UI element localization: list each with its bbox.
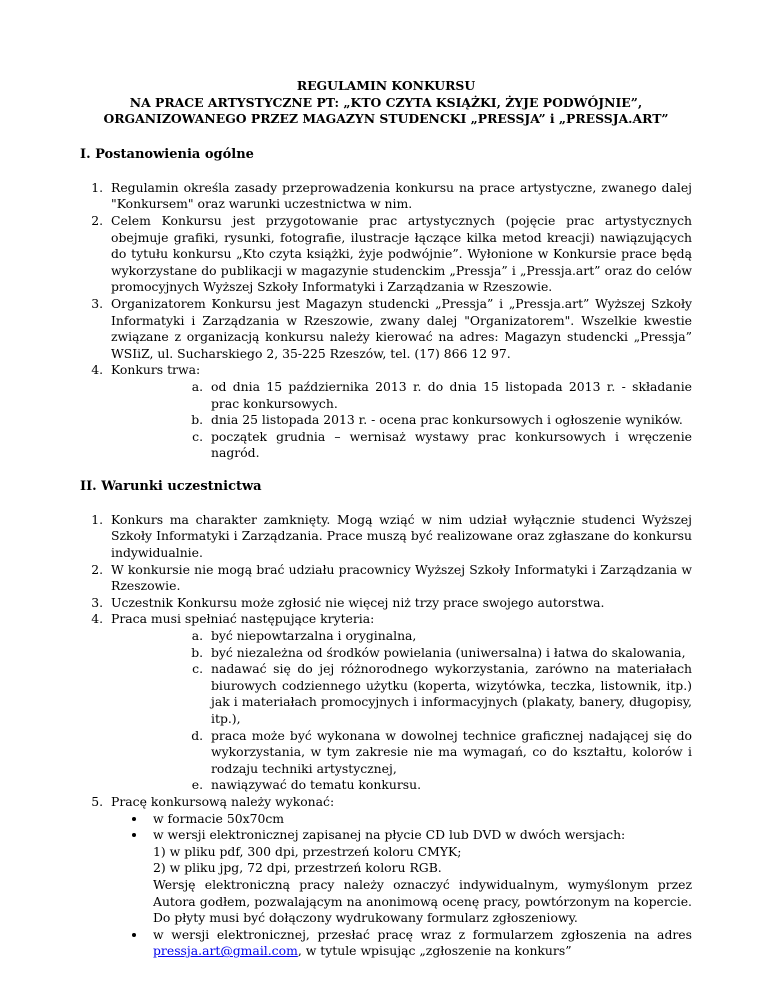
section-2-list [80, 512, 692, 960]
title-line-1: REGULAMIN KONKURSU [296, 78, 476, 93]
sub-list-item: e. nawiązywać do tematu konkursu. [207, 777, 692, 794]
document-page [80, 78, 692, 960]
list-item: 4. Praca musi spełniać następujące kryteria: a. być niepowtarzalna i oryginalna, b. być niezależna od środków powielania (uniwersalna) i łatwa do skalowania, c. nadawać się do jej różnorodnego wykorzystania, zarówno na materiałach biurowych codziennego użytku (koperta, wizytówka, teczka, listownik, itp.) jak i materiałach promocyjnych i informacyjnych (plakaty, banery, długopisy, itp.), d. praca może być wykonana w dowolnej technice graficznej nadającej się do wykorzystania, w tym zakresie nie ma wymagań, co do kształtu, kolorów i rodzaju techniki artystycznej, e. nawiązywać do tematu konkursu. [107, 611, 692, 794]
section-2-heading: II. Warunki uczestnictwa [80, 478, 262, 494]
list-item: 3. Organizatorem Konkursu jest Magazyn studencki „Pressja” i „Pressja.art” Wyższej Szkoły Informatyki i Zarządzania w Rzeszowie, zwany dalej "Organizatorem". Wszelkie kwestie związane z organizacją konkursu należy kierować na adres: Magazyn studencki „Pressja” WSIiZ, ul. Sucharskiego 2, 35-225 Rzeszów, tel. (17) 866 12 97. [107, 296, 692, 362]
sub-list-item: d. praca może być wykonana w dowolnej technice graficznej nadającej się do wykorzystania, w tym zakresie nie ma wymagań, co do kształtu, kolorów i rodzaju techniki artystycznej, [207, 728, 692, 778]
document-title [80, 78, 692, 128]
list-item: 5. Pracę konkursową należy wykonać: • w formacie 50x70cm • w wersji elektronicznej zapisanej na płycie CD lub DVD w dwóch wersjach: 1) w pliku pdf, 300 dpi, przestrzeń koloru CMYK; 2) w pliku jpg, 72 dpi, przestrzeń koloru RGB. Wersję elektroniczną pracy należy oznaczyć indywidualnym, wymyślonym przez Autora godłem, pozwalającym na anonimową ocenę pracy, powtórzonym na kopercie. Do płyty musi być dołączony wydrukowany formularz zgłoszeniowy. • w wersji elektronicznej, przesłać pracę wraz z formularzem zgłoszenia na adres pressja.art@gmail.com, w tytule wpisując „zgłoszenie na konkurs” [107, 794, 692, 960]
sub-list-item: c. nadawać się do jej różnorodnego wykorzystania, zarówno na materiałach biurowych codziennego użytku (koperta, wizytówka, teczka, listownik, itp.) jak i materiałach promocyjnych i informacyjnych (plakaty, banery, długopisy, itp.), [207, 661, 692, 727]
sub-list-item: c. początek grudnia – wernisaż wystawy prac konkursowych i wręczenie nagród. [207, 429, 692, 462]
section-1-list [80, 180, 692, 462]
bullet-item: • w wersji elektronicznej zapisanej na płycie CD lub DVD w dwóch wersjach: 1) w pliku pdf, 300 dpi, przestrzeń koloru CMYK; 2) w pliku jpg, 72 dpi, przestrzeń koloru RGB. Wersję elektroniczną pracy należy oznaczyć indywidualnym, wymyślonym przez Autora godłem, pozwalającym na anonimową ocenę pracy, powtórzonym na kopercie. Do płyty musi być dołączony wydrukowany formularz zgłoszeniowy. [147, 827, 692, 927]
list-item: 2. Celem Konkursu jest przygotowanie prac artystycznych (pojęcie prac artystycznych obejmuje grafiki, rysunki, fotografie, ilustracje łączące kilka metod kreacji) nawiązujących do tytułu konkursu „Kto czyta książki, żyje podwójnie”. Wyłonione w Konkursie prace będą wykorzystane do publikacji w magazynie studenckim „Pressja” i „Pressja.art” oraz do celów promocyjnych Wyższej Szkoły Informatyki i Zarządzania w Rzeszowie. [107, 213, 692, 296]
list-item: 1. Regulamin określa zasady przeprowadzenia konkursu na prace artystyczne, zwanego dalej "Konkursem" oraz warunki uczestnictwa w nim. [107, 180, 692, 213]
section-2-format-list [111, 811, 692, 960]
bullet-item: • w formacie 50x70cm [147, 811, 692, 828]
bullet-item: • w wersji elektronicznej, przesłać pracę wraz z formularzem zgłoszenia na adres pressja.art@gmail.com, w tytule wpisując „zgłoszenie na konkurs” [147, 927, 692, 960]
list-item: 1. Konkurs ma charakter zamknięty. Mogą wziąć w nim udział wyłącznie studenci Wyższej Szkoły Informatyki i Zarządzania. Prace muszą być realizowane oraz zgłaszane do konkursu indywidualnie. [107, 512, 692, 562]
email-link[interactable]: pressja.art@gmail.com [153, 943, 298, 959]
section-1-heading: I. Postanowienia ogólne [80, 146, 254, 162]
sub-list-item: a. od dnia 15 października 2013 r. do dnia 15 listopada 2013 r. - składanie prac konkursowych. [207, 379, 692, 412]
list-item: 4. Konkurs trwa: a. od dnia 15 października 2013 r. do dnia 15 listopada 2013 r. - składanie prac konkursowych. b. dnia 25 listopada 2013 r. - ocena prac konkursowych i ogłoszenie wyników. c. początek grudnia – wernisaż wystawy prac konkursowych i wręczenie nagród. [107, 362, 692, 462]
section-2-criteria-list [111, 628, 692, 794]
section-1-sublist [111, 379, 692, 462]
sub-list-item: a. być niepowtarzalna i oryginalna, [207, 628, 692, 645]
list-item: 3. Uczestnik Konkursu może zgłosić nie więcej niż trzy prace swojego autorstwa. [107, 595, 692, 612]
list-item: 2. W konkursie nie mogą brać udziału pracownicy Wyższej Szkoły Informatyki i Zarządzania w Rzeszowie. [107, 562, 692, 595]
sub-list-item: b. być niezależna od środków powielania (uniwersalna) i łatwa do skalowania, [207, 645, 692, 662]
title-line-3: ORGANIZOWANEGO PRZEZ MAGAZYN STUDENCKI „PRESSJA” i „PRESSJA.ART” [103, 111, 669, 127]
sub-list-item: b. dnia 25 listopada 2013 r. - ocena prac konkursowych i ogłoszenie wyników. [207, 412, 692, 429]
title-line-2: NA PRACE ARTYSTYCZNE PT: „KTO CZYTA KSIĄŻKI, ŻYJE PODWÓJNIE”, [129, 94, 643, 110]
